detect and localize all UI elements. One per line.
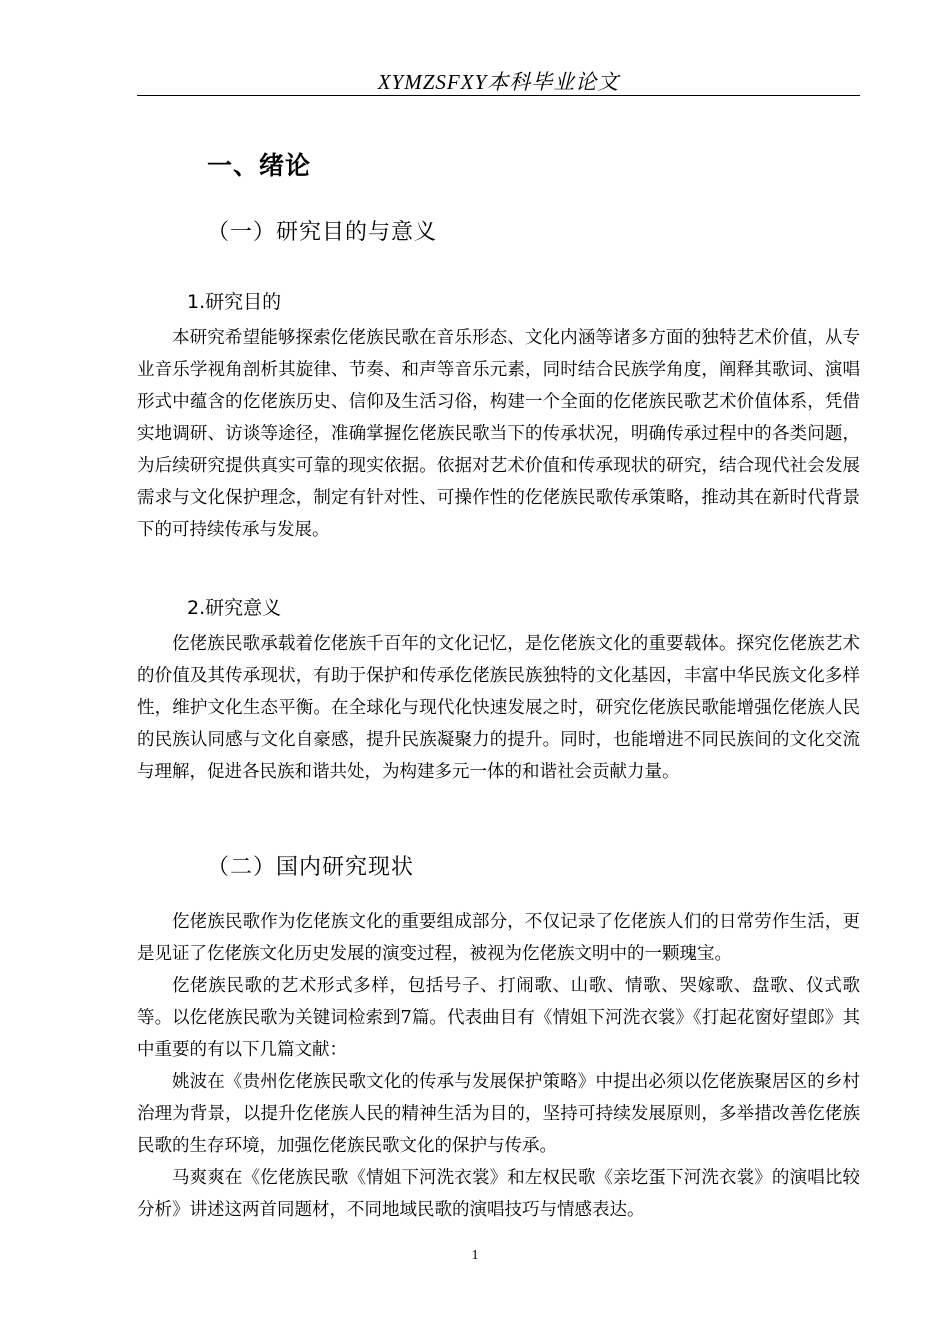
- paragraph-research-significance: 仡佬族民歌承载着仡佬族千百年的文化记忆，是仡佬族文化的重要载体。探究仡佬族艺术的价值及其传承现状，有助于保护和传承仡佬族民族独特的文化基因，丰富中华民族文化多样性，维护文化生态平衡。在全球化与现代化快速发展之时，研究仡佬族民歌能增强仡佬族人民的民族认同感与文化自豪感，提升民族凝聚力的提升。同时，也能增进不同民族间的文化交流与理解，促进各民族和谐共处，为构建多元一体的和谐社会贡献力量。: [137, 634, 860, 782]
- running-header: XYMZSFXY本科毕业论文: [377, 70, 620, 94]
- paragraph-domestic-2: 仡佬族民歌的艺术形式多样，包括号子、打闹歌、山歌、情歌、哭嫁歌、盘歌、仪式歌等。以仡佬族民歌为关键词检索到7篇。代表曲目有《情姐下河洗衣裳》《打起花窗好望郎》其中重要的有以下几篇文献：: [137, 976, 860, 1060]
- paragraph-domestic-3: 姚波在《贵州仡佬族民歌文化的传承与发展保护策略》中提出必须以仡佬族聚居区的乡村治理为背景，以提升仡佬族人民的精神生活为目的，坚持可持续发展原则，多举措改善仡佬族民歌的生存环境，加强仡佬族民歌文化的保护与传承。: [137, 1072, 860, 1156]
- page-number: 1: [471, 1248, 479, 1263]
- subsection-heading-research-goal: 1.研究目的: [187, 291, 282, 313]
- subsection-heading-research-significance: 2.研究意义: [187, 597, 282, 619]
- paragraph-domestic-1: 仡佬族民歌作为仡佬族文化的重要组成部分，不仅记录了仡佬族人们的日常劳作生活，更是见证了仡佬族文化历史发展的演变过程，被视为仡佬族文明中的一颗瑰宝。: [137, 912, 860, 964]
- chapter-heading: 一、绪论: [207, 151, 312, 180]
- header-divider: [137, 95, 860, 96]
- section-heading-purpose: （一）研究目的与意义: [207, 220, 438, 245]
- paragraph-research-goal: 本研究希望能够探索仡佬族民歌在音乐形态、文化内涵等诸多方面的独特艺术价值，从专业音乐学视角剖析其旋律、节奏、和声等音乐元素，同时结合民族学角度，阐释其歌词、演唱形式中蕴含的仡佬族历史、信仰及生活习俗，构建一个全面的仡佬族民歌艺术价值体系，凭借实地调研、访谈等途径，准确掌握仡佬族民歌当下的传承状况，明确传承过程中的各类问题，为后续研究提供真实可靠的现实依据。依据对艺术价值和传承现状的研究，结合现代社会发展需求与文化保护理念，制定有针对性、可操作性的仡佬族民歌传承策略，推动其在新时代背景下的可持续传承与发展。: [137, 328, 860, 540]
- section-heading-domestic-research: （二）国内研究现状: [207, 855, 415, 880]
- paragraph-domestic-4: 马爽爽在《仡佬族民歌《情姐下河洗衣裳》和左权民歌《亲圪蛋下河洗衣裳》的演唱比较分析》讲述这两首同题材，不同地域民歌的演唱技巧与情感表达。: [137, 1168, 860, 1220]
